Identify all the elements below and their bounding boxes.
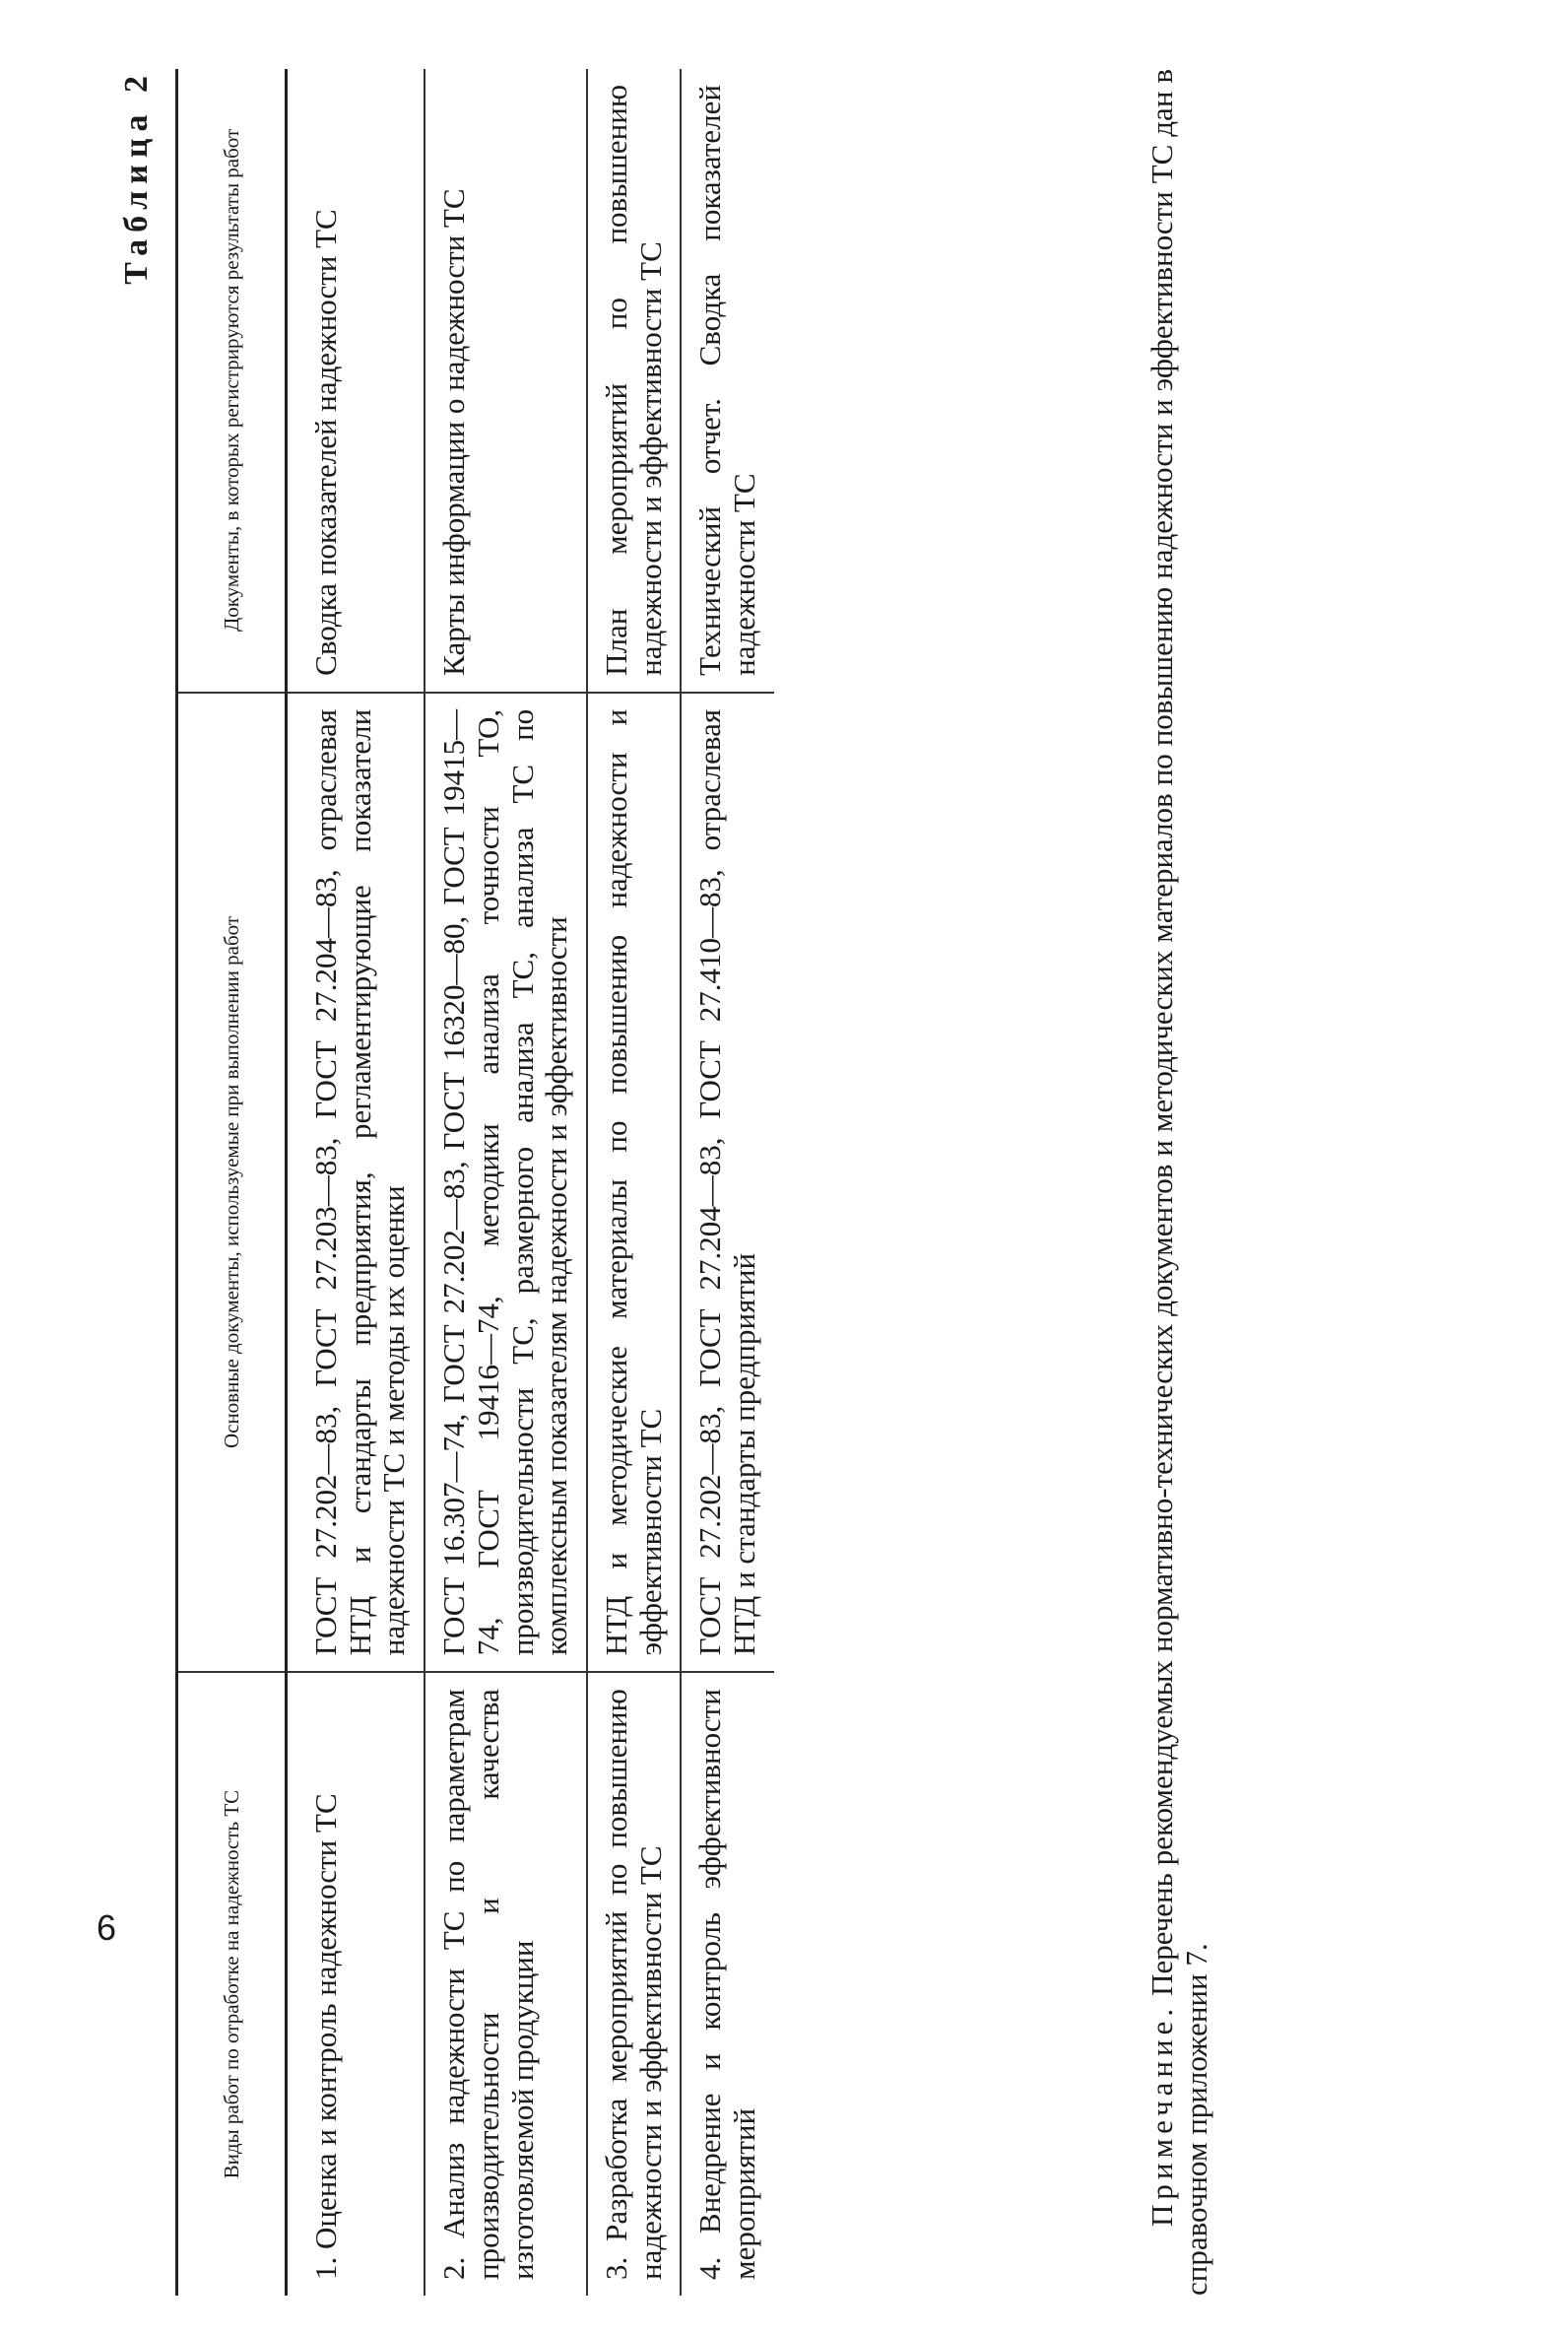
table-row (587, 69, 681, 2296)
cell-documents: ГОСТ 27.202—83, ГОСТ 27.203—83, ГОСТ 27.204—83, отраслевая НТД и стандарты предприятия, регламентирующие показатели надежности ТС и методы их оценки (287, 693, 425, 1672)
header-main-documents: Основные документы, используемые при выполнении работ (177, 693, 287, 1672)
note-label: Примечание. (1144, 2003, 1179, 2227)
table-row (681, 69, 773, 2296)
table-note (1145, 69, 1213, 2296)
cell-documents: ГОСТ 16.307—74, ГОСТ 27.202—83, ГОСТ 16320—80, ГОСТ 19415—74, ГОСТ 19416—74, методики анализа точности ТО, производительности ТС, размерного анализа ТС, анализа ТС по комплексным показателям надежности и эффективности (425, 693, 587, 1672)
cell-results: Сводка показателей надежности ТС (287, 69, 425, 693)
table-container (175, 69, 774, 2296)
cell-work: 1. Оценка и контроль надежности ТС (287, 1672, 425, 2296)
table-row (287, 69, 425, 2296)
cell-results: Карты информации о надежности ТС (425, 69, 587, 693)
header-result-documents: Документы, в которых регистрируются результаты работ (177, 69, 287, 693)
header-work-types: Виды работ по отработке на надежность ТС (177, 1672, 287, 2296)
note-text: Перечень рекомендуемых нормативно-технических документов и методических материалов по повышению надежности и эффективности ТС дан в справочном приложении 7. (1144, 69, 1213, 2296)
rotated-content (118, 69, 1497, 2296)
works-table (175, 69, 774, 2296)
page-number: 6 (97, 1907, 117, 1948)
cell-documents: НТД и методические материалы по повышению надежности и эффективности ТС (587, 693, 681, 1672)
table-caption: Таблица 2 (118, 69, 155, 285)
cell-documents: ГОСТ 27.202—83, ГОСТ 27.204—83, ГОСТ 27.410—83, отраслевая НТД и стандарты предприятий (681, 693, 773, 1672)
table-header-row (177, 69, 287, 2296)
table-row (425, 69, 587, 2296)
cell-work: 2. Анализ надежности ТС по параметрам производительности и качества изготовляемой продукции (425, 1672, 587, 2296)
cell-results: План мероприятий по повышению надежности и эффективности ТС (587, 69, 681, 693)
cell-work: 3. Разработка мероприятий по повышению надежности и эффективности ТС (587, 1672, 681, 2296)
cell-work: 4. Внедрение и контроль эффективности мероприятий (692, 1689, 762, 2280)
cell-results: Технический отчет. Сводка показателей надежности ТС (681, 69, 773, 693)
